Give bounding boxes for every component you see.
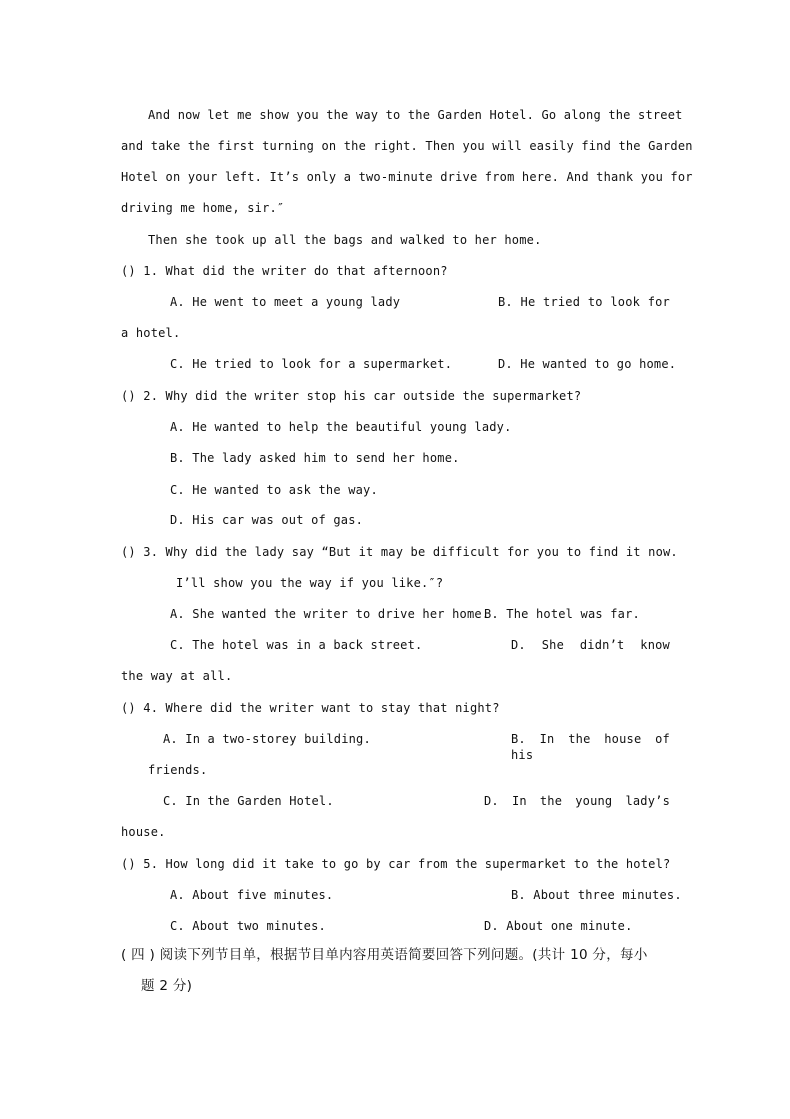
section-heading: ( 四 ) 阅读下列节目单，根据节目单内容用英语简要回答下列问题。(共计 10 分，每小 (121, 947, 648, 963)
option-d: D. He wanted to go home. (498, 357, 677, 371)
question-stem: () 1. What did the writer do that afternoon? (121, 264, 448, 278)
option-d: D. She didn’t know (511, 638, 670, 652)
passage-line: Then she took up all the bags and walked to her home. (148, 233, 542, 247)
option-d: D. About one minute. (484, 919, 633, 933)
question-stem: () 4. Where did the writer want to stay that night? (121, 701, 500, 715)
option-d-continued: house. (121, 825, 166, 839)
option-d: D. His car was out of gas. (170, 513, 364, 527)
option-a: A. She wanted the writer to drive her home. (170, 607, 490, 621)
option-b: B. The lady asked him to send her home. (170, 451, 460, 465)
passage-line: And now let me show you the way to the Garden Hotel. Go along the street (148, 108, 683, 122)
question-stem-continued: I’ll show you the way if you like.″? (176, 576, 444, 590)
question-stem: () 3. Why did the lady say “But it may be difficult for you to find it now. (121, 545, 678, 559)
option-d-continued: the way at all. (121, 669, 233, 683)
option-d: D. In the young lady’s (484, 794, 670, 808)
section-heading-continued: 题 2 分) (141, 978, 193, 994)
passage-line: driving me home, sir.″ (121, 201, 285, 215)
passage-line: and take the first turning on the right. Then you will easily find the Garden (121, 139, 693, 153)
question-stem: () 2. Why did the writer stop his car outside the supermarket? (121, 389, 582, 403)
option-c: C. About two minutes. (170, 919, 326, 933)
option-c: C. He tried to look for a supermarket. (170, 357, 453, 371)
option-a: A. About five minutes. (170, 888, 334, 902)
question-stem: () 5. How long did it take to go by car from the supermarket to the hotel? (121, 857, 671, 871)
option-b-continued: friends. (148, 763, 208, 777)
option-a: A. He wanted to help the beautiful young lady. (170, 420, 512, 434)
passage-line: Hotel on your left. It’s only a two-minute drive from here. And thank you for (121, 170, 693, 184)
option-c: C. In the Garden Hotel. (163, 794, 334, 808)
option-c: C. He wanted to ask the way. (170, 483, 378, 497)
option-a: A. In a two-storey building. (163, 732, 371, 746)
option-b: B. In the house of his (511, 732, 670, 762)
option-b: B. He tried to look for (498, 295, 670, 309)
option-b: B. The hotel was far. (484, 607, 640, 621)
option-b: B. About three minutes. (511, 888, 682, 902)
option-c: C. The hotel was in a back street. (170, 638, 423, 652)
option-b-continued: a hotel. (121, 326, 181, 340)
option-a: A. He went to meet a young lady (170, 295, 401, 309)
